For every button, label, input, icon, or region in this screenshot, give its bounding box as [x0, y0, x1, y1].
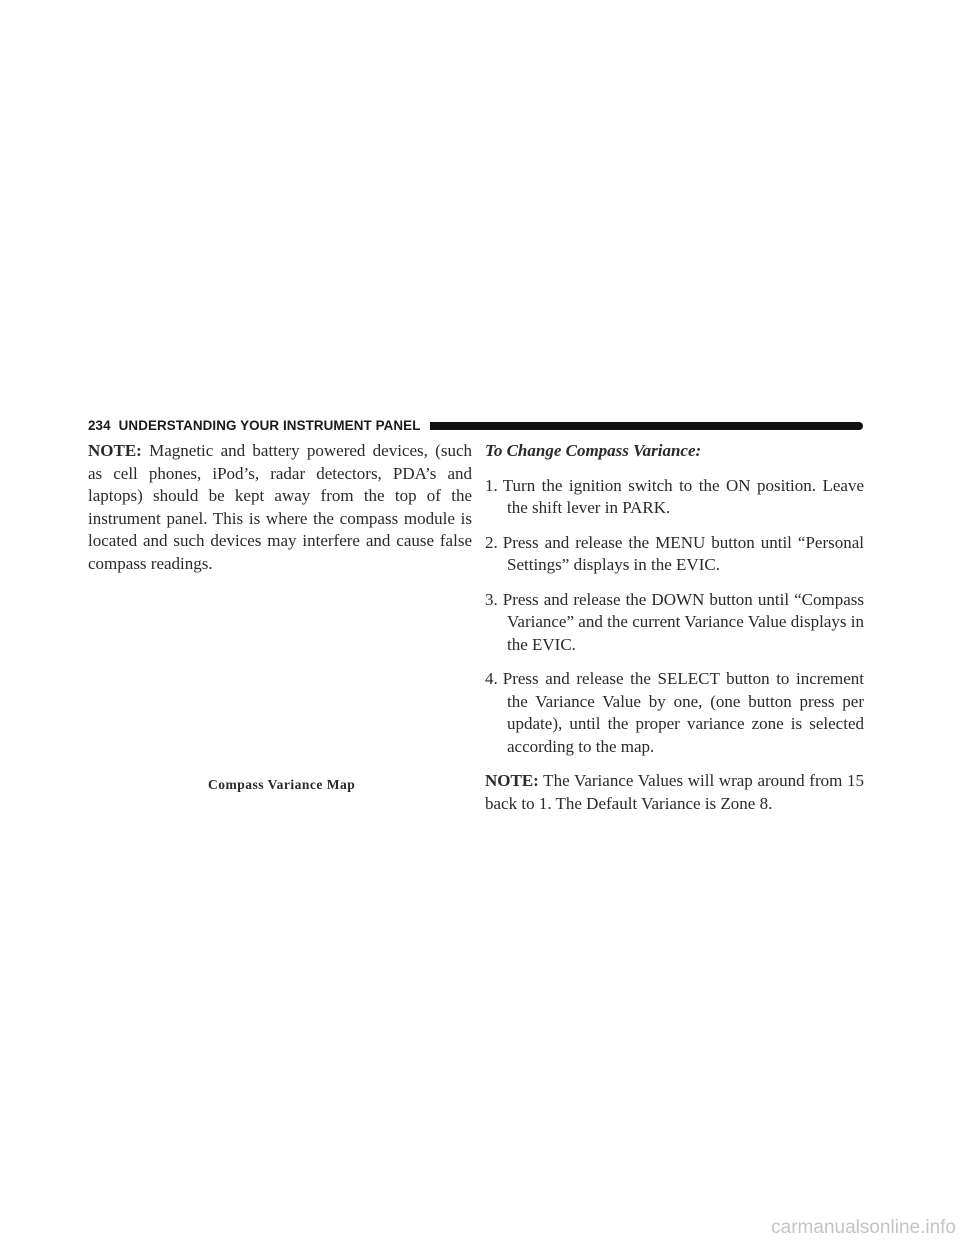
step-text: Turn the ignition switch to the ON position. Leave the shift lever in PARK.	[502, 475, 864, 517]
step-number: 1.	[485, 475, 498, 495]
step-text: Press and release the DOWN button until “Compass Variance” and the current Variance Value displays in the EVIC.	[502, 589, 864, 654]
step-item	[485, 532, 864, 577]
step-text: Press and release the SELECT button to increment the Variance Value by one, (one button press per update), until the proper variance zone is selected according to the map.	[502, 669, 864, 756]
header-text	[88, 418, 420, 433]
step-number: 4.	[485, 669, 498, 688]
page-header	[88, 417, 863, 435]
step-item	[485, 589, 864, 657]
procedure-heading: To Change Compass Variance:	[485, 441, 702, 460]
step-number: 2.	[485, 532, 498, 552]
note-label: NOTE:	[485, 771, 539, 790]
left-column	[88, 440, 472, 575]
watermark: carmanualsonline.info	[771, 1217, 956, 1238]
section-title: UNDERSTANDING YOUR INSTRUMENT PANEL	[118, 418, 421, 433]
page-number: 234	[88, 418, 111, 433]
step-item	[485, 668, 864, 758]
note-text: The Variance Values will wrap around from 15 back to 1. The Default Variance is Zone 8.	[485, 771, 864, 813]
wrap-around-note	[485, 770, 864, 815]
note-label: NOTE:	[88, 441, 142, 460]
step-number: 3.	[485, 589, 498, 609]
magnetic-devices-note	[88, 440, 472, 575]
note-text: Magnetic and battery powered devices, (such as cell phones, iPod’s, radar detectors, PDA’s and laptops) should be kept away from the top of the instrument panel. This is where the compass module is located and such devices may interfere and cause false compass readings.	[88, 441, 472, 573]
figure-caption: Compass Variance Map	[208, 777, 356, 792]
right-column	[485, 440, 864, 815]
step-text: Press and release the MENU button until “Personal Settings” displays in the EVIC.	[502, 532, 864, 574]
step-item	[485, 475, 864, 520]
header-rule	[430, 422, 863, 430]
